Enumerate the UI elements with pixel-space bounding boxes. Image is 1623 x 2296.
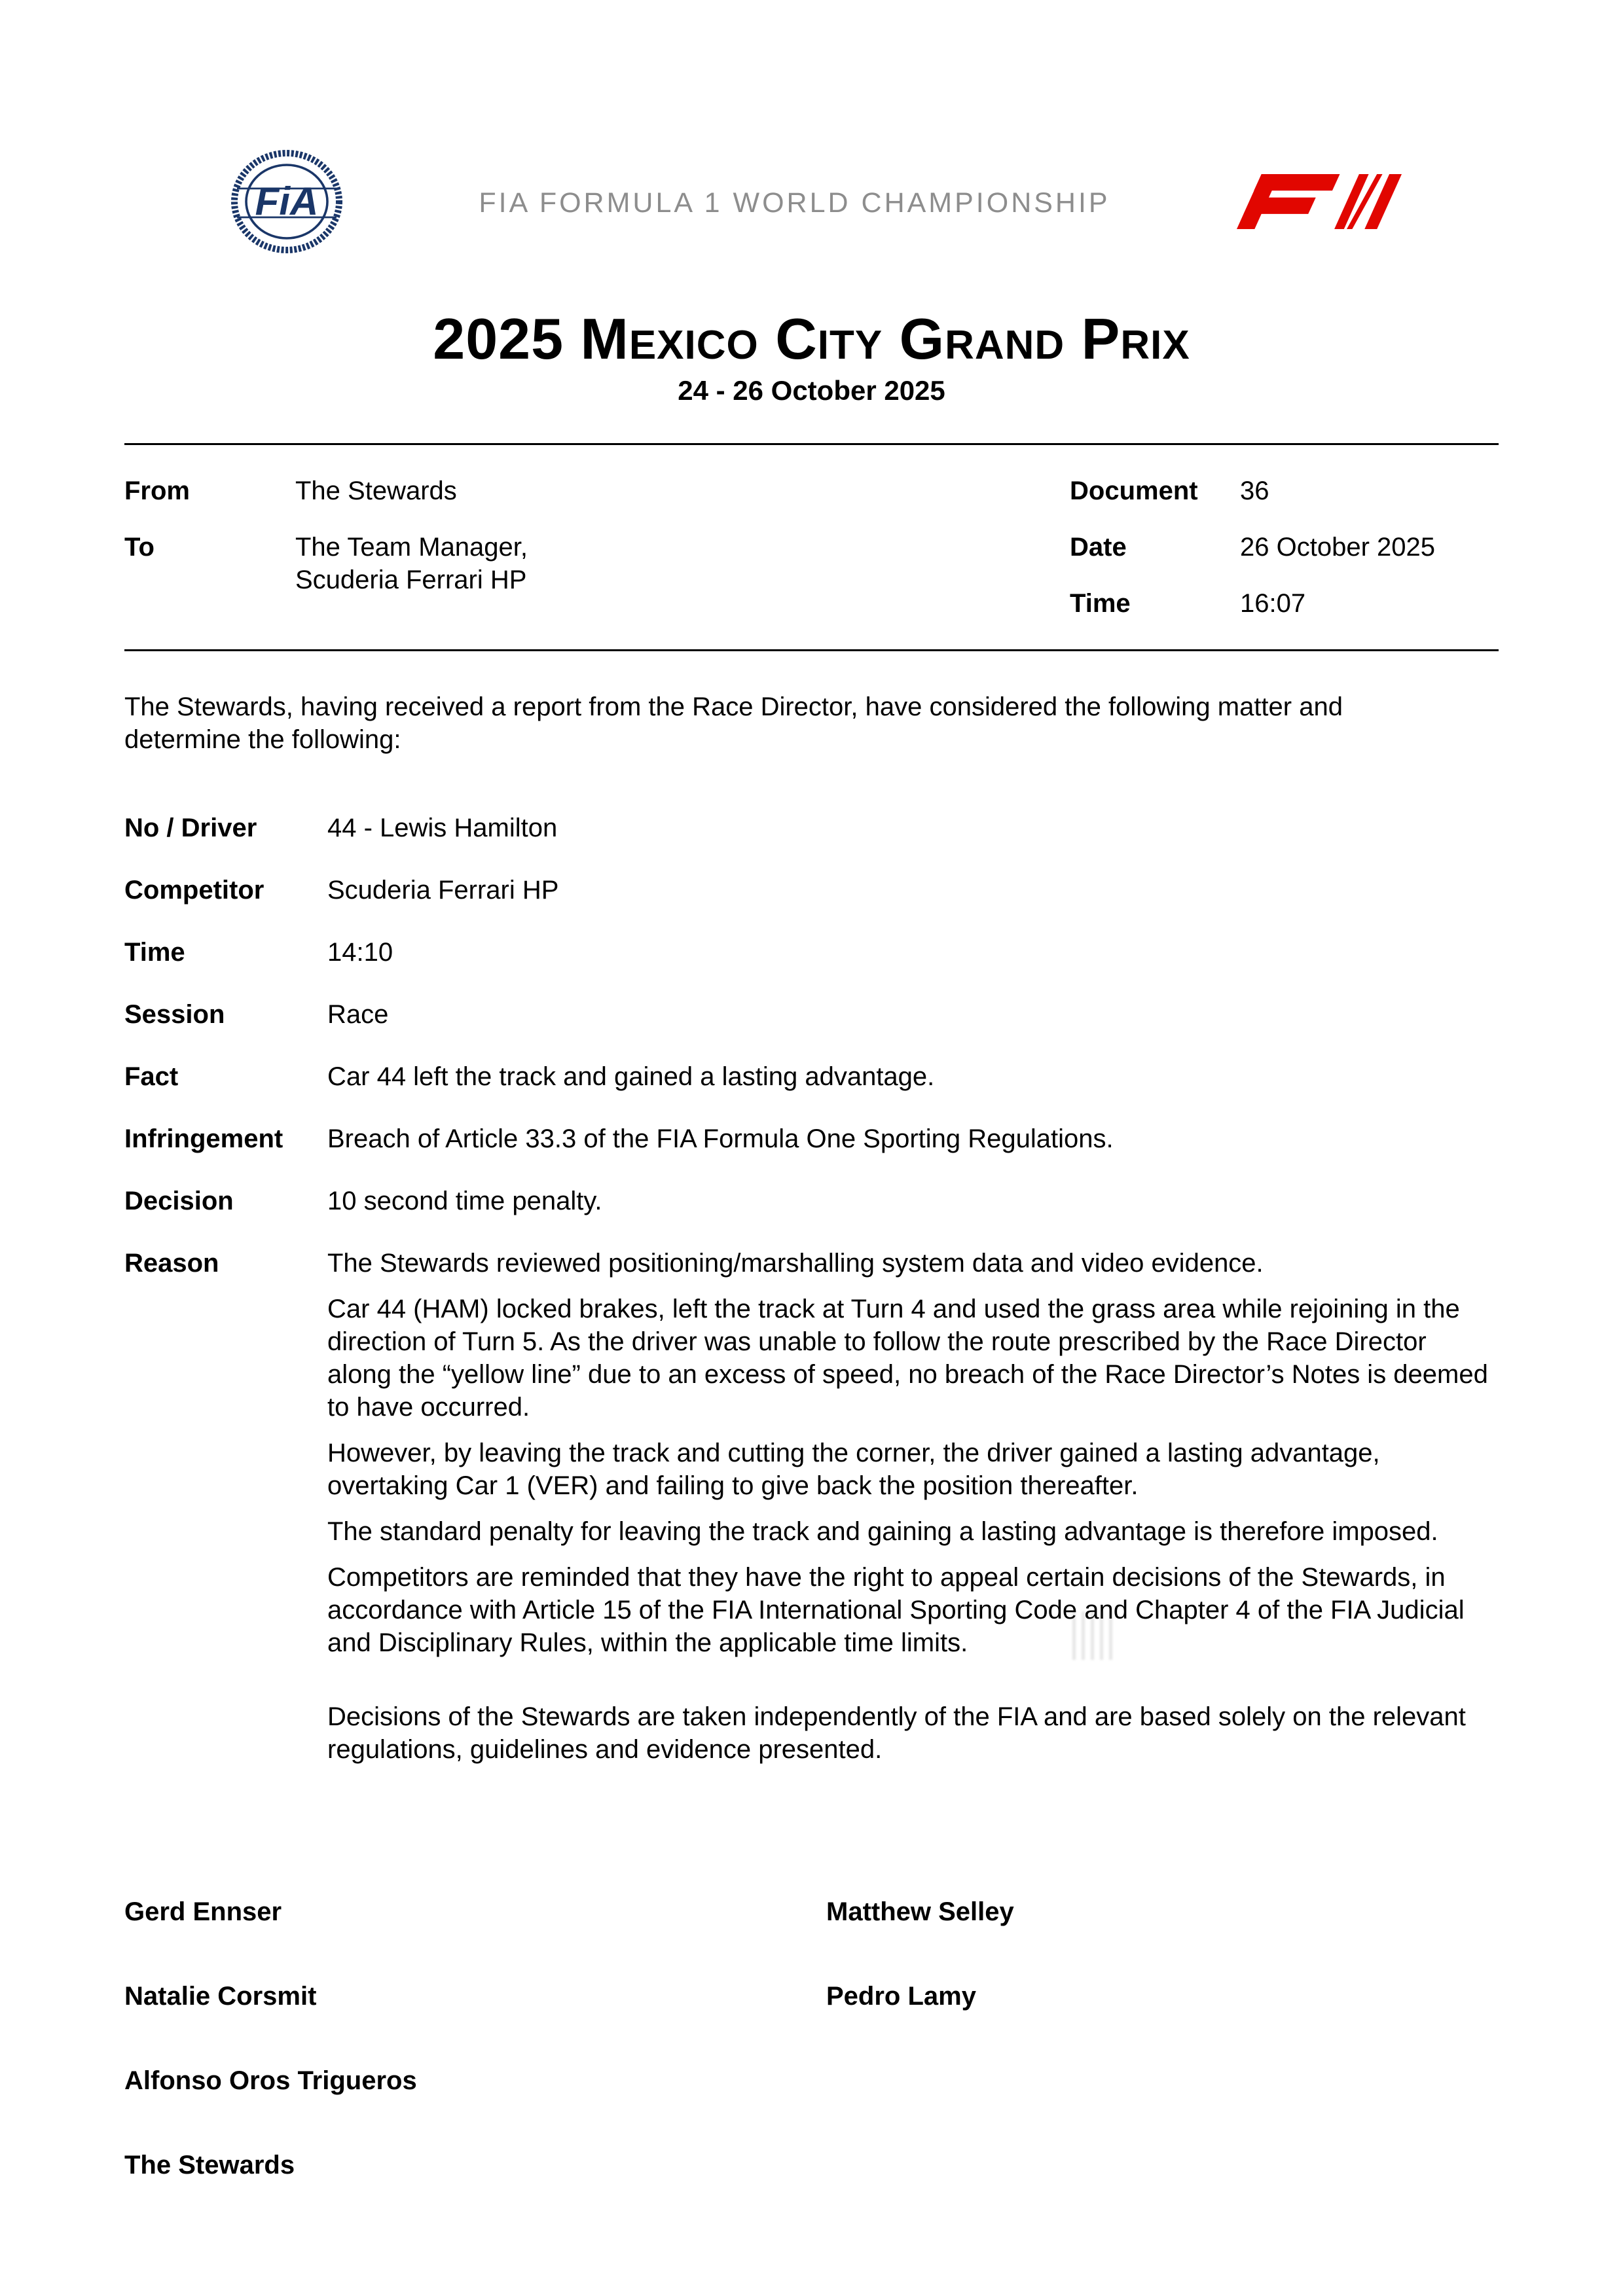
meta-right-block — [1070, 475, 1435, 620]
from-label: From — [124, 476, 190, 505]
competitor-label: Competitor — [124, 875, 264, 905]
detail-row-competitor — [124, 874, 1499, 906]
reason-paragraph: Decisions of the Stewards are taken independently of the FIA and are based solely on the relevant regulations, guidelines and evidence presented. — [327, 1702, 1466, 1764]
reason-paragraph: The Stewards reviewed positioning/marshalling system data and video evidence. — [327, 1248, 1264, 1278]
to-value-line2: Scuderia Ferrari HP — [295, 565, 527, 594]
fia-logo — [221, 149, 352, 257]
meta-table — [124, 443, 1499, 651]
signature-name: Natalie Corsmit — [124, 1981, 317, 2011]
time-label: Time — [1070, 588, 1131, 618]
signature-name: Matthew Selley — [826, 1897, 1014, 1926]
session-label: Session — [124, 999, 225, 1029]
event-dates: 24 - 26 October 2025 — [678, 374, 945, 406]
intro-paragraph: The Stewards, having received a report from the Race Director, have considered the following matter and determine the following: — [124, 692, 1343, 754]
reason-paragraph: However, by leaving the track and cutting the corner, the driver gained a lasting advantage, overtaking Car 1 (VER) and failing to give back the position thereafter. — [327, 1438, 1380, 1500]
reason-label: Reason — [124, 1248, 219, 1278]
signature-name — [826, 2064, 1499, 2097]
reason-paragraph: Competitors are reminded that they have the right to appeal certain decisions of the Stewards, in accordance with Article 15 of the FIA International Sporting Code and Chapter 4 of the FIA Judicial and Disciplinary Rules, within the applicable time limits. — [327, 1562, 1465, 1657]
driver-label: No / Driver — [124, 813, 257, 842]
fia-logo-text: FiA — [255, 179, 319, 223]
document-label: Document — [1070, 476, 1198, 505]
date-value: 26 October 2025 — [1240, 532, 1435, 562]
f1-logo-graphic — [1237, 174, 1402, 229]
decision-details — [124, 812, 1499, 1779]
signature-row — [124, 2064, 1499, 2097]
f1-logo — [1237, 174, 1402, 232]
signature-name: Gerd Ennser — [124, 1897, 282, 1926]
detail-row-session — [124, 998, 1499, 1031]
signature-row — [124, 1980, 1499, 2013]
competitor-value: Scuderia Ferrari HP — [327, 875, 559, 905]
infringement-value: Breach of Article 33.3 of the FIA Formula One Sporting Regulations. — [327, 1124, 1114, 1153]
decision-label: Decision — [124, 1186, 234, 1215]
event-title: 2025 Mexico City Grand Prix — [433, 306, 1190, 371]
session-value: Race — [327, 999, 389, 1029]
detail-row-driver — [124, 812, 1499, 844]
document-value: 36 — [1240, 476, 1269, 505]
signature-name: Pedro Lamy — [826, 1981, 976, 2011]
time-row-value: 14:10 — [327, 937, 393, 967]
detail-row-fact — [124, 1060, 1499, 1093]
detail-row-infringement — [124, 1122, 1499, 1155]
reason-paragraphs — [327, 1247, 1499, 1779]
signature-name: Alfonso Oros Trigueros — [124, 2066, 417, 2095]
to-label: To — [124, 532, 155, 562]
document-header — [221, 147, 1402, 259]
date-label: Date — [1070, 532, 1127, 562]
reason-paragraph: Car 44 (HAM) locked brakes, left the track at Turn 4 and used the grass area while rejoining in the direction of Turn 5. As the driver was unable to follow the route prescribed by the Race Director along the “yellow line” due to an excess of speed, no breach of the Race Director’s Notes is deemed to have occurred. — [327, 1294, 1488, 1422]
signature-row — [124, 1895, 1499, 1928]
fact-value: Car 44 left the track and gained a lasting advantage. — [327, 1062, 935, 1091]
detail-row-time — [124, 936, 1499, 969]
infringement-label: Infringement — [124, 1124, 283, 1153]
fia-logo-graphic — [221, 149, 352, 254]
decision-value: 10 second time penalty. — [327, 1186, 602, 1215]
time-row-label: Time — [124, 937, 185, 967]
driver-value: 44 - Lewis Hamilton — [327, 813, 558, 842]
from-value: The Stewards — [295, 476, 457, 505]
time-value: 16:07 — [1240, 588, 1306, 618]
detail-row-decision — [124, 1185, 1499, 1217]
detail-row-reason — [124, 1247, 1499, 1779]
reason-paragraph: The standard penalty for leaving the track and gaining a lasting advantage is therefore imposed. — [327, 1516, 1438, 1546]
fact-label: Fact — [124, 1062, 179, 1091]
to-value-line1: The Team Manager, — [295, 532, 528, 562]
signatures-block — [124, 1895, 1499, 2181]
stewards-footer: The Stewards — [124, 2150, 295, 2179]
championship-heading: FIA FORMULA 1 WORLD CHAMPIONSHIP — [479, 187, 1110, 219]
